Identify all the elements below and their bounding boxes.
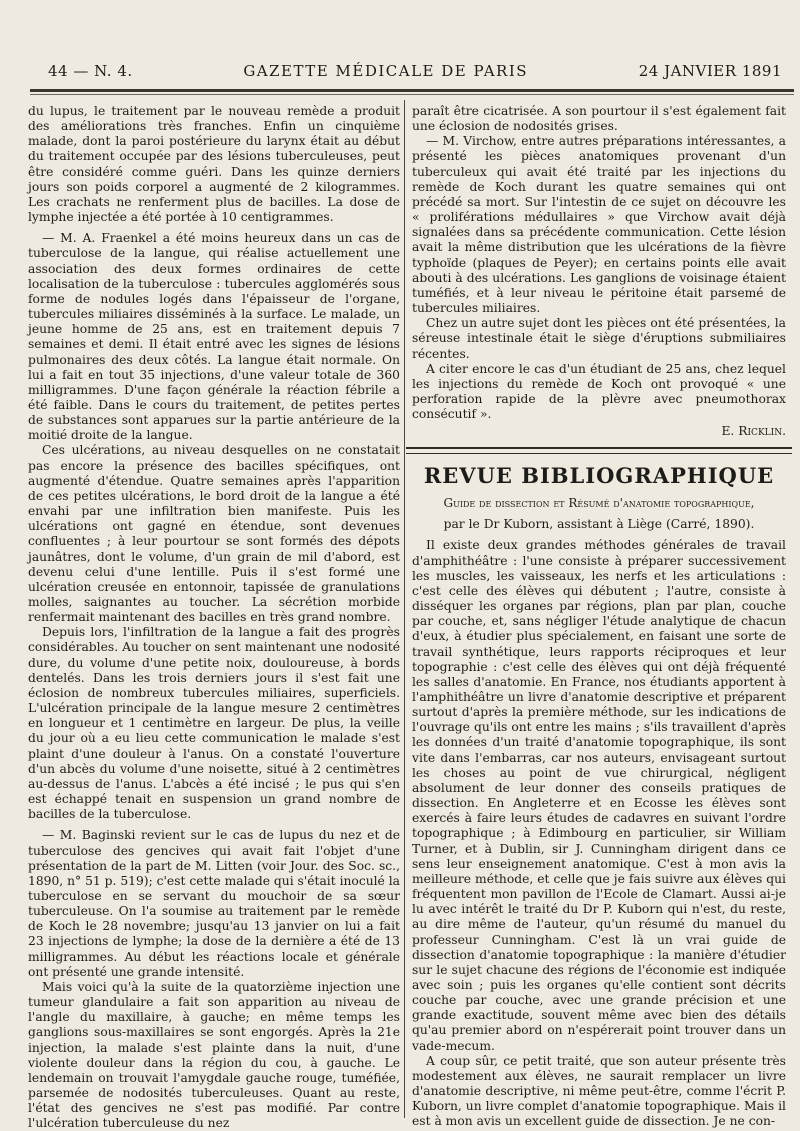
paragraph-tumeur: Mais voici qu'à la suite de la quatorzième injection une tumeur glandulaire a fait son apparition au niveau de l'angle du maxillaire, à gauche; en même temps les ganglions sous-maxillaires se sont engorgés. Après la 21e injection, la malade s'est plainte dans la nuit, d'une violente douleur dans la région du cou, à gauche. Le lendemain on trouvait l'amygdale gauche rouge, tuméfiée, parsemée de nodosités tuberculeuses. Quant au reste, l'état des gencives ne s'est pas modifié. Par contre l'ulcération tuberculeuse du nez — [28, 979, 400, 1131]
signature: E. Ricklin. — [721, 424, 786, 439]
book-author: par le Dr Kuborn, assistant à Liège (Carré, 1890). — [443, 517, 755, 532]
right-column — [412, 104, 786, 1130]
issue-date: 24 JANVIER 1891 — [638, 62, 782, 80]
header-rule-thin — [30, 94, 794, 95]
paragraph-review-conclusion: A coup sûr, ce petit traité, que son auteur présente très modestement aux élèves, ne saurait remplacer un livre d'anatomie descriptive, ni même peut-être, comme l'écrit P. Kuborn, un livre complet d'anatomie topographique. Mais il est à mon avis un excellent guide de dissection. Je ne con- — [412, 1053, 786, 1129]
section-rule-thin — [406, 453, 792, 454]
left-column — [28, 104, 400, 1131]
header-rule — [30, 89, 794, 92]
book-title-text: Guide de dissection et Résumé d'anatomie topographique, — [443, 496, 755, 511]
paragraph-lupus-end: du lupus, le traitement par le nouveau remède a produit des améliorations très franches. Enfin un cinquième malade, dont la paroi postérieure du larynx était au début du traitement occupée par des lésions tuberculeuses, peut être considéré comme guéri. Dans les quinze derniers jours son poids corporel a augmenté de 2 kilogrammes. Les crachats ne renferment plus de bacilles. La dose de lymphe injectée a été portée à 10 centigrammes. — [28, 104, 400, 225]
column-divider — [404, 100, 405, 1118]
paragraph-ulcerations: Ces ulcérations, au niveau desquelles on ne constatait pas encore la présence des bacilles spécifiques, ont augmenté d'étendue. Quatre semaines après l'apparition de ces petites ulcérations, le bord droit de la langue a été envahi par une infiltration bien manifeste. Puis les ulcérations ont gagné en étendue, sont devenues confluentes ; à leur pourtour se sont formés des dépots jaunâtres, dont le volume, d'un grain de mil d'abord, est devenu celui d'une lentille. Puis il s'est formé une ulcération creusée en entonnoir, tapissée de granulations molles, saignantes au toucher. La sécrétion morbide renfermait maintenant des bacilles en très grand nombre. — [28, 443, 400, 625]
paragraph-review-methodes: Il existe deux grandes méthodes générales de travail d'amphithéâtre : l'une consiste à préparer successivement les muscles, les vaisseaux, les nerfs et les articulations : c'est celle des élèves qui débutent ; l'autre, consiste à disséquer les organes par régions, plan par plan, couche par couche, et, sans négliger l'étude analytique de chacun d'eux, à étudier plus spécialement, en faisant une sorte de travail synthétique, leurs rapports réciproques et leur topographie : c'est celle des élèves qui ont déjà fréquenté les salles d'anatomie. En France, nos étudiants apportent à l'amphithéâtre un livre d'anatomie descriptive et préparent surtout d'après la première méthode, sur les indications de l'ouvrage qu'ils ont entre les mains ; s'ils travaillent d'après les données d'un traité d'anatomie topographique, ils sont vite dans l'embarras, car nos auteurs, envisageant surtout les choses au point de vue chirurgical, négligent absolument de leur donner des conseils pratiques de dissection. En Angleterre et en Ecosse les élèves sont exercés à faire leurs études de cadavres en suivant l'ordre topographique ; à Edimbourg en particulier, sir William Turner, et à Dublin, sir J. Cunningham dirigent dans ce sens leur enseignement anatomique. C'est à mon avis la meilleure méthode, et celle que je fais suivre aux élèves qui fréquentent mon pavillon de l'Ecole de Clamart. Aussi ai-je lu avec intérêt le traité du Dr P. Kuborn qui n'est, du reste, au dire même de l'auteur, qu'un résumé du manuel du professeur Cunningham. C'est là un vrai guide de dissection d'anatomie topographique : la manière d'étudier sur le sujet chacune des régions de l'économie est indiquée avec soin ; puis les organes qu'elle contient sont décrits couche par couche, avec une grande précision et une grande exactitude, souvent même avec bien des détails qu'au premier abord on n'espérerait point trouver dans un vade-mecum. — [412, 538, 786, 1053]
journal-title: GAZETTE MÉDICALE DE PARIS — [243, 62, 529, 80]
section-rule — [406, 447, 792, 449]
paragraph-cicatrisee: paraît être cicatrisée. A son pourtour il s'est également fait une éclosion de nodosités grises. — [412, 104, 786, 134]
page-number: 44 — N. 4. — [48, 62, 133, 80]
page-header — [48, 58, 782, 84]
paragraph-infiltration: Depuis lors, l'infiltration de la langue a fait des progrès considérables. Au toucher on sent maintenant une nodosité dure, du volume d'une petite noix, douloureuse, à bords dentelés. Dans les trois derniers jours il s'est fait une éclosion de nombreux tubercules miliaires, superficiels. L'ulcération principale de la langue mesure 2 centimètres en longueur et 1 centimètre en largeur. De plus, la veille du jour où a eu lieu cette communication le malade s'est plaint d'une douleur à l'anus. On a constaté l'ouverture d'un abcès du volume d'une noisette, situé à 2 centimètres au-dessus de l'anus. L'abcès a été incisé ; le pus qui s'en est échappé tenait en suspension un grand nombre de bacilles de la tuberculose. — [28, 625, 400, 822]
paragraph-baginski: — M. Baginski revient sur le cas de lupus du nez et de tuberculose des gencives qui avait fait l'objet d'une présentation de la part de M. Litten (voir Jour. des Soc. sc., 1890, n° 51 p. 519); c'est cette malade qui s'était inoculé la tuberculose en se servant du mouchoir de sa sœur tuberculeuse. On l'a soumise au traitement par le remède de Koch le 28 novembre; jusqu'au 13 janvier on lui a fait 23 injections de lymphe; la dose de la dernière a été de 13 milligrammes. Au début les réactions locale et générale ont présenté une grande intensité. — [28, 828, 401, 979]
paragraph-sereuse: Chez un autre sujet dont les pièces ont été présentées, la séreuse intestinale était le siège d'éruptions submiliaires récentes. — [412, 316, 786, 361]
paragraph-fraenkel: — M. A. Fraenkel a été moins heureux dans un cas de tuberculose de la langue, qui réalise actuellement une association des deux formes ordinaires de cette localisation de la tuberculose : tubercules agglomérés sous forme de nodules logés dans l'épaisseur de l'organe, tubercules miliaires disséminés à la surface. Le malade, un jeune homme de 25 ans, est en traitement depuis 7 semaines et demi. Il était entré avec les signes de lésions pulmonaires des deux côtés. La langue était normale. On lui a fait en tout 35 injections, d'une valeur totale de 360 milligrammes. D'une façon générale la réaction fébrile a été faible. Dans le cours du traitement, de petites pertes de substances sont apparues sur la partie antérieure de la moitié droite de la langue. — [28, 231, 400, 443]
section-title: REVUE BIBLIOGRAPHIQUE — [423, 463, 775, 489]
paragraph-etudiant: A citer encore le cas d'un étudiant de 25 ans, chez lequel les injections du remède de Koch ont provoqué « une perforation rapide de la plèvre avec pneumothorax consécutif ». — [412, 361, 786, 422]
paragraph-virchow: — M. Virchow, entre autres préparations intéressantes, a présenté les pièces anatomiques provenant d'un tuberculeux qui avait été traité par les injections du remède de Koch durant les quatre semaines qui ont précédé sa mort. Sur l'intestin de ce sujet on découvre les « proliférations médullaires » que Virchow avait déjà signalées dans sa précédente communication. Cette lésion avait la même distribution que les ulcérations de la fièvre typhoïde (plaques de Peyer); en certains points elle avait abouti à des ulcérations. Les ganglions de voisinage étaient tuméfiés, et à leur niveau le péritoine était parsemé de tubercules miliaires. — [412, 134, 786, 316]
book-title — [412, 496, 786, 511]
